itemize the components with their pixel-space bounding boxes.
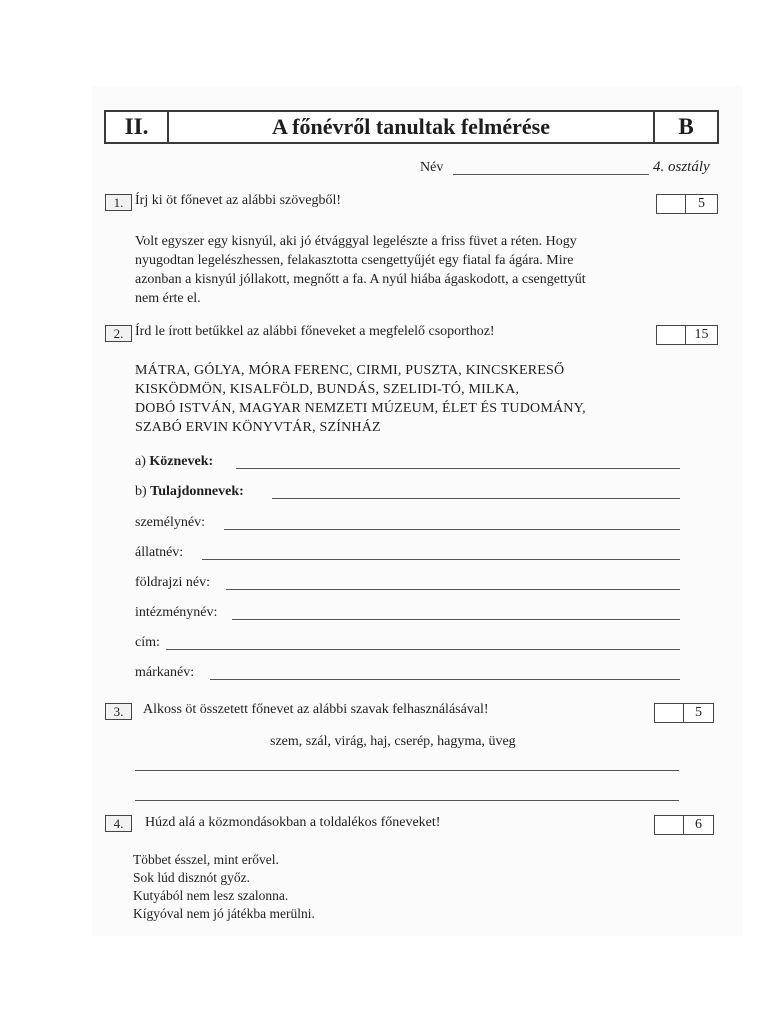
brand-name-answer-line[interactable]: [210, 679, 680, 680]
common-nouns-text: Köznevek:: [149, 454, 214, 469]
section-number: II.: [104, 110, 169, 144]
worksheet-page: [92, 86, 742, 936]
title-name-label: cím:: [135, 635, 160, 650]
task-2-instruction: Írd le írott betűkkel az alábbi főneveket a megfelelő csoporthoz!: [135, 324, 495, 339]
common-nouns-label: [135, 454, 213, 470]
geographic-name-label: földrajzi név:: [135, 575, 211, 590]
task-1-text: [135, 232, 695, 308]
task-4-instruction: Húzd alá a közmondásokban a toldalékos főneveket!: [145, 815, 441, 830]
task-1-score-blank[interactable]: [657, 195, 686, 213]
name-field-line[interactable]: [453, 174, 649, 175]
task-1-text-line: nem érte el.: [135, 291, 201, 306]
geographic-name-answer-line[interactable]: [226, 589, 680, 590]
proverb: Kígyóval nem jó játékba merülni.: [133, 906, 315, 921]
task-3-number: 3.: [105, 703, 132, 720]
task-3-score-blank[interactable]: [655, 704, 684, 722]
proverb: Kutyából nem lesz szalonna.: [133, 888, 289, 903]
word-list-line: SZABÓ ERVIN KÖNYVTÁR, SZÍNHÁZ: [135, 420, 381, 435]
personal-name-label: személynév:: [135, 515, 205, 530]
institution-name-label: intézménynév:: [135, 605, 218, 620]
task-2-number: 2.: [105, 325, 132, 342]
task-2-score-blank[interactable]: [657, 326, 686, 344]
task-1-instruction: Írj ki öt főnevet az alábbi szövegből!: [135, 193, 342, 208]
word-list-line: KISKÖDMÖN, KISALFÖLD, BUNDÁS, SZELIDI-TÓ, MILKA,: [135, 382, 520, 397]
title-name-answer-line[interactable]: [166, 649, 680, 650]
task-2-points: 15: [694, 327, 709, 342]
version-letter: B: [653, 110, 719, 144]
word-list-line: MÁTRA, GÓLYA, MÓRA FERENC, CIRMI, PUSZTA, KINCSKERESŐ: [135, 363, 565, 378]
task-2-word-list: [135, 361, 586, 437]
task-3-word-list: szem, szál, virág, haj, cserép, hagyma, üveg: [270, 734, 516, 749]
animal-name-label: állatnév:: [135, 545, 184, 560]
task-3-answer-line[interactable]: [135, 800, 679, 801]
task-3-points: 5: [695, 705, 702, 720]
task-3-answer-line[interactable]: [135, 770, 679, 771]
task-1-points: 5: [698, 196, 705, 211]
personal-name-answer-line[interactable]: [224, 529, 680, 530]
proper-nouns-label: [135, 484, 244, 500]
task-4-proverbs: [133, 851, 315, 923]
task-3-instruction: Alkoss öt összetett főnevet az alábbi szavak felhasználásával!: [143, 702, 489, 717]
task-4-score-blank[interactable]: [655, 816, 684, 834]
proper-nouns-prefix: b): [135, 484, 151, 499]
task-4-score-box: [654, 815, 714, 835]
task-3-score-box: [654, 703, 714, 723]
task-1-number: 1.: [105, 194, 132, 211]
proverb: Többet ésszel, mint erővel.: [133, 852, 279, 867]
task-1-text-line: Volt egyszer egy kisnyúl, aki jó étvággyal legelészte a friss füvet a réten. Hogy: [135, 234, 577, 249]
word-list-line: DOBÓ ISTVÁN, MAGYAR NEMZETI MÚZEUM, ÉLET ÉS TUDOMÁNY,: [135, 401, 586, 416]
grade-label: 4. osztály: [653, 159, 710, 175]
task-4-number: 4.: [105, 815, 132, 832]
worksheet-title: A főnévről tanultak felmérése: [167, 110, 655, 144]
task-4-points: 6: [695, 817, 702, 832]
task-1-score-box: [656, 194, 718, 214]
common-nouns-prefix: a): [135, 454, 150, 469]
task-1-text-line: nyugodtan legelészhessen, felakasztotta csengettyűjét egy fiatal fa ágára. Mire: [135, 253, 574, 268]
brand-name-label: márkanév:: [135, 665, 195, 680]
task-2-score-box: [656, 325, 718, 345]
proper-nouns-answer-line[interactable]: [272, 498, 680, 499]
proverb: Sok lúd disznót győz.: [133, 870, 250, 885]
institution-name-answer-line[interactable]: [232, 619, 680, 620]
task-1-text-line: azonban a kisnyúl jóllakott, megnőtt a fa. A nyúl hiába ágaskodott, a csengettyűt: [135, 272, 586, 287]
common-nouns-answer-line[interactable]: [236, 468, 680, 469]
name-label: Név: [420, 160, 444, 175]
proper-nouns-text: Tulajdonnevek:: [150, 484, 244, 499]
animal-name-answer-line[interactable]: [202, 559, 680, 560]
